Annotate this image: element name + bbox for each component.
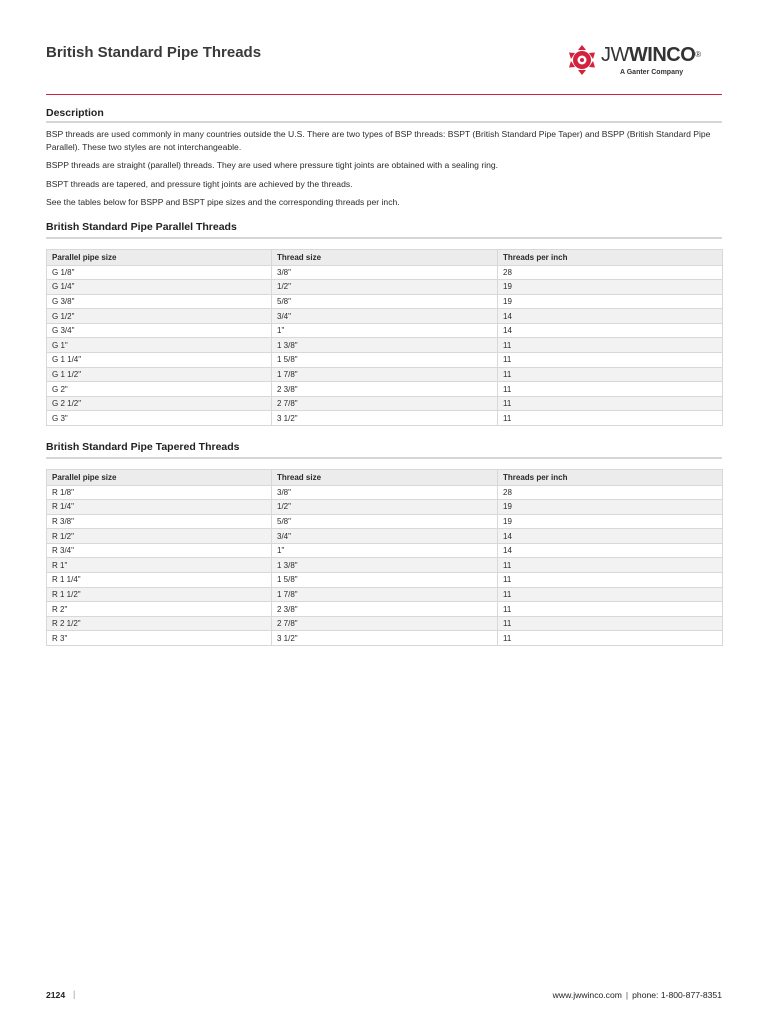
- table-row: [47, 573, 723, 588]
- cell-pipe-size: G 1/8": [47, 265, 272, 280]
- cell-threads-per-inch: 11: [498, 602, 723, 617]
- table-header-row: [47, 470, 723, 486]
- cell-threads-per-inch: 14: [498, 543, 723, 558]
- cell-pipe-size: R 3/8": [47, 514, 272, 529]
- table-row: [47, 280, 723, 295]
- table-row: [47, 411, 723, 426]
- cell-thread-size: 2 3/8": [272, 382, 498, 397]
- cell-threads-per-inch: 19: [498, 500, 723, 515]
- jwwinco-logo[interactable]: [566, 44, 726, 80]
- table-row: [47, 323, 723, 338]
- cell-pipe-size: G 1 1/4": [47, 353, 272, 368]
- cell-threads-per-inch: 19: [498, 280, 723, 295]
- parallel-threads-heading: British Standard Pipe Parallel Threads: [46, 221, 237, 233]
- cell-thread-size: 1 7/8": [272, 367, 498, 382]
- cell-thread-size: 2 7/8": [272, 396, 498, 411]
- cell-thread-size: 3/4": [272, 529, 498, 544]
- cell-thread-size: 1/2": [272, 280, 498, 295]
- cell-thread-size: 5/8": [272, 514, 498, 529]
- cell-threads-per-inch: 11: [498, 338, 723, 353]
- cell-pipe-size: G 1 1/2": [47, 367, 272, 382]
- cell-thread-size: 1": [272, 543, 498, 558]
- logo-tagline: A Ganter Company: [620, 69, 684, 76]
- cell-pipe-size: G 1": [47, 338, 272, 353]
- registered-mark: ®: [695, 50, 701, 59]
- table-row: [47, 514, 723, 529]
- column-header-pipe-size: Parallel pipe size: [47, 250, 272, 266]
- cell-pipe-size: R 1/8": [47, 485, 272, 500]
- cell-threads-per-inch: 11: [498, 353, 723, 368]
- website-link[interactable]: www.jwwinco.com: [552, 990, 622, 1000]
- table-row: [47, 558, 723, 573]
- cell-pipe-size: R 3": [47, 631, 272, 646]
- cell-pipe-size: G 1/2": [47, 309, 272, 324]
- cell-threads-per-inch: 19: [498, 514, 723, 529]
- cell-thread-size: 1": [272, 323, 498, 338]
- table-row: [47, 485, 723, 500]
- table-row: [47, 353, 723, 368]
- parallel-threads-table: [46, 249, 723, 426]
- cell-threads-per-inch: 11: [498, 411, 723, 426]
- cell-thread-size: 3/8": [272, 485, 498, 500]
- cell-thread-size: 1/2": [272, 500, 498, 515]
- description-divider: [46, 121, 722, 123]
- cell-threads-per-inch: 11: [498, 396, 723, 411]
- cell-threads-per-inch: 28: [498, 265, 723, 280]
- phone-number: phone: 1-800-877-8351: [632, 990, 722, 1000]
- cell-pipe-size: G 1/4": [47, 280, 272, 295]
- tapered-threads-heading: British Standard Pipe Tapered Threads: [46, 441, 240, 453]
- description-heading: Description: [46, 107, 104, 119]
- cell-pipe-size: R 1 1/2": [47, 587, 272, 602]
- cell-thread-size: 5/8": [272, 294, 498, 309]
- cell-threads-per-inch: 11: [498, 616, 723, 631]
- cell-pipe-size: R 1 1/4": [47, 573, 272, 588]
- cell-thread-size: 2 7/8": [272, 616, 498, 631]
- table-row: [47, 367, 723, 382]
- table-row: [47, 382, 723, 397]
- cell-thread-size: 1 3/8": [272, 338, 498, 353]
- page-title: British Standard Pipe Threads: [46, 44, 262, 61]
- table-row: [47, 529, 723, 544]
- cell-threads-per-inch: 19: [498, 294, 723, 309]
- column-header-thread-size: Thread size: [272, 250, 498, 266]
- table-row: [47, 294, 723, 309]
- table-row: [47, 631, 723, 646]
- cell-threads-per-inch: 28: [498, 485, 723, 500]
- table-row: [47, 396, 723, 411]
- footer-divider-glyph: |: [625, 990, 629, 1000]
- cell-threads-per-inch: 11: [498, 367, 723, 382]
- cell-threads-per-inch: 14: [498, 323, 723, 338]
- cell-thread-size: 1 5/8": [272, 353, 498, 368]
- column-header-threads-per-inch: Threads per inch: [498, 250, 723, 266]
- description-paragraph-4: See the tables below for BSPP and BSPT pipe sizes and the corresponding threads per inch.: [46, 197, 400, 207]
- cell-thread-size: 1 7/8": [272, 587, 498, 602]
- cell-pipe-size: R 1": [47, 558, 272, 573]
- column-header-threads-per-inch: Threads per inch: [498, 470, 723, 486]
- footer-contact: [553, 990, 722, 1000]
- cell-threads-per-inch: 11: [498, 587, 723, 602]
- cell-pipe-size: G 3": [47, 411, 272, 426]
- cell-thread-size: 3 1/2": [272, 411, 498, 426]
- cell-threads-per-inch: 11: [498, 382, 723, 397]
- cell-threads-per-inch: 14: [498, 309, 723, 324]
- cell-pipe-size: R 2": [47, 602, 272, 617]
- cell-thread-size: 3/4": [272, 309, 498, 324]
- cell-thread-size: 1 3/8": [272, 558, 498, 573]
- table-row: [47, 338, 723, 353]
- cell-threads-per-inch: 11: [498, 631, 723, 646]
- table-row: [47, 602, 723, 617]
- cell-pipe-size: R 1/2": [47, 529, 272, 544]
- table-row: [47, 500, 723, 515]
- cell-pipe-size: G 2 1/2": [47, 396, 272, 411]
- logo-word-light: JW: [601, 44, 629, 66]
- table-header-row: [47, 250, 723, 266]
- table-row: [47, 616, 723, 631]
- cell-threads-per-inch: 11: [498, 573, 723, 588]
- cell-threads-per-inch: 14: [498, 529, 723, 544]
- cell-thread-size: 3 1/2": [272, 631, 498, 646]
- table-row: [47, 265, 723, 280]
- column-header-thread-size: Thread size: [272, 470, 498, 486]
- description-paragraph-2: BSPP threads are straight (parallel) threads. They are used where pressure tight joints are obtained with a sealing ring.: [46, 160, 499, 170]
- jwwinco-logo-mark-icon: [566, 44, 598, 76]
- table-row: [47, 309, 723, 324]
- cell-pipe-size: R 2 1/2": [47, 616, 272, 631]
- cell-threads-per-inch: 11: [498, 558, 723, 573]
- cell-thread-size: 3/8": [272, 265, 498, 280]
- parallel-threads-divider: [46, 237, 722, 239]
- cell-pipe-size: G 3/8": [47, 294, 272, 309]
- logo-word-bold: WINCO: [628, 44, 696, 66]
- tapered-threads-table: [46, 469, 723, 646]
- description-paragraph-3: BSPT threads are tapered, and pressure tight joints are achieved by the threads.: [46, 179, 353, 189]
- table-row: [47, 587, 723, 602]
- description-paragraph-1: BSP threads are used commonly in many countries outside the U.S. There are two types of BSP threads: BSPT (British Standard Pipe Taper) and BSPP (British Standard Pipe Parallel). These two styles are not interchangeable.: [46, 129, 711, 152]
- header-divider: [46, 94, 722, 95]
- table-row: [47, 543, 723, 558]
- cell-pipe-size: R 1/4": [47, 500, 272, 515]
- page-number: 2124: [46, 990, 66, 1000]
- cell-pipe-size: R 3/4": [47, 543, 272, 558]
- cell-thread-size: 2 3/8": [272, 602, 498, 617]
- cell-pipe-size: G 2": [47, 382, 272, 397]
- column-header-pipe-size: Parallel pipe size: [47, 470, 272, 486]
- tapered-threads-divider: [46, 457, 722, 459]
- footer-separator: |: [73, 989, 76, 999]
- cell-pipe-size: G 3/4": [47, 323, 272, 338]
- logo-wordmark: [601, 45, 701, 65]
- cell-thread-size: 1 5/8": [272, 573, 498, 588]
